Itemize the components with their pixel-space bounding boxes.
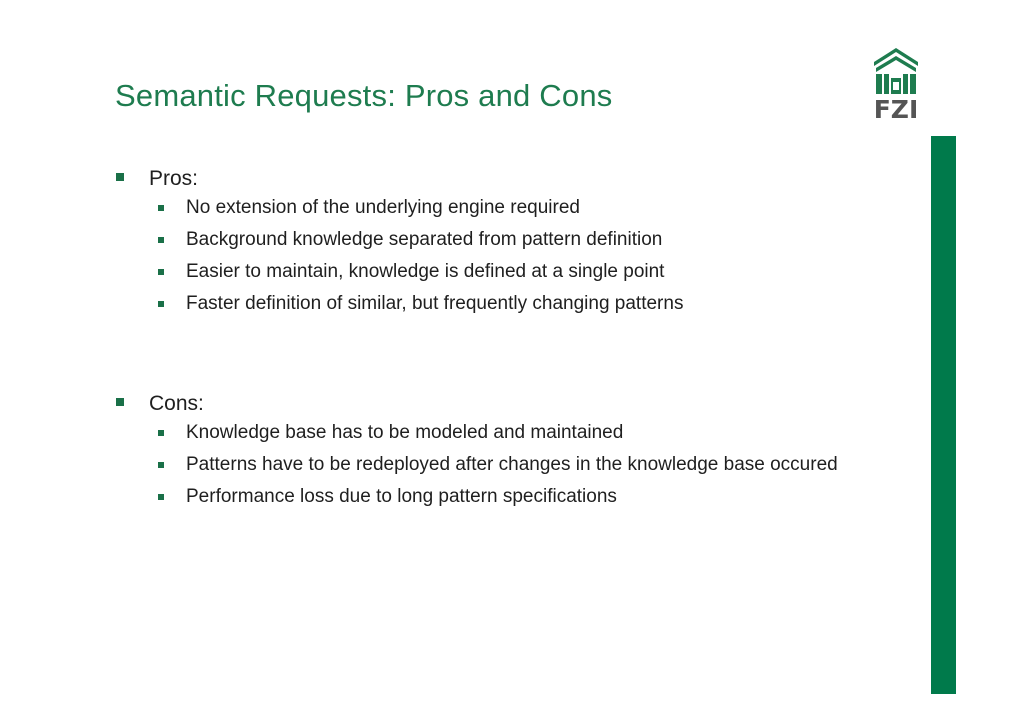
pros-heading-label: Pros:	[149, 167, 199, 190]
pros-section	[115, 166, 885, 324]
square-bullet-icon	[158, 269, 164, 275]
square-bullet-icon	[158, 301, 164, 307]
pros-heading	[115, 166, 885, 196]
cons-heading-label: Cons:	[149, 392, 204, 415]
list-item: Knowledge base has to be modeled and maintained	[186, 421, 885, 445]
square-bullet-icon	[116, 398, 124, 406]
square-bullet-icon	[158, 205, 164, 211]
green-side-bar	[931, 136, 956, 694]
square-bullet-icon	[158, 430, 164, 436]
square-bullet-icon	[158, 494, 164, 500]
cons-heading	[115, 391, 885, 421]
cons-section	[115, 391, 885, 517]
fzi-logo-icon	[870, 44, 922, 96]
fzi-logo	[870, 44, 922, 128]
list-item: Background knowledge separated from pattern definition	[186, 228, 885, 252]
list-item: Performance loss due to long pattern specifications	[186, 485, 885, 509]
list-item: Patterns have to be redeployed after changes in the knowledge base occured	[186, 453, 885, 477]
logo-text: FZI	[873, 95, 919, 124]
square-bullet-icon	[158, 237, 164, 243]
list-item: No extension of the underlying engine required	[186, 196, 885, 220]
square-bullet-icon	[116, 173, 124, 181]
list-item: Faster definition of similar, but frequently changing patterns	[186, 292, 885, 316]
list-item: Easier to maintain, knowledge is defined at a single point	[186, 260, 885, 284]
cons-list	[115, 421, 885, 509]
slide-title: Semantic Requests: Pros and Cons	[115, 78, 613, 113]
square-bullet-icon	[158, 462, 164, 468]
pros-list	[115, 196, 885, 316]
